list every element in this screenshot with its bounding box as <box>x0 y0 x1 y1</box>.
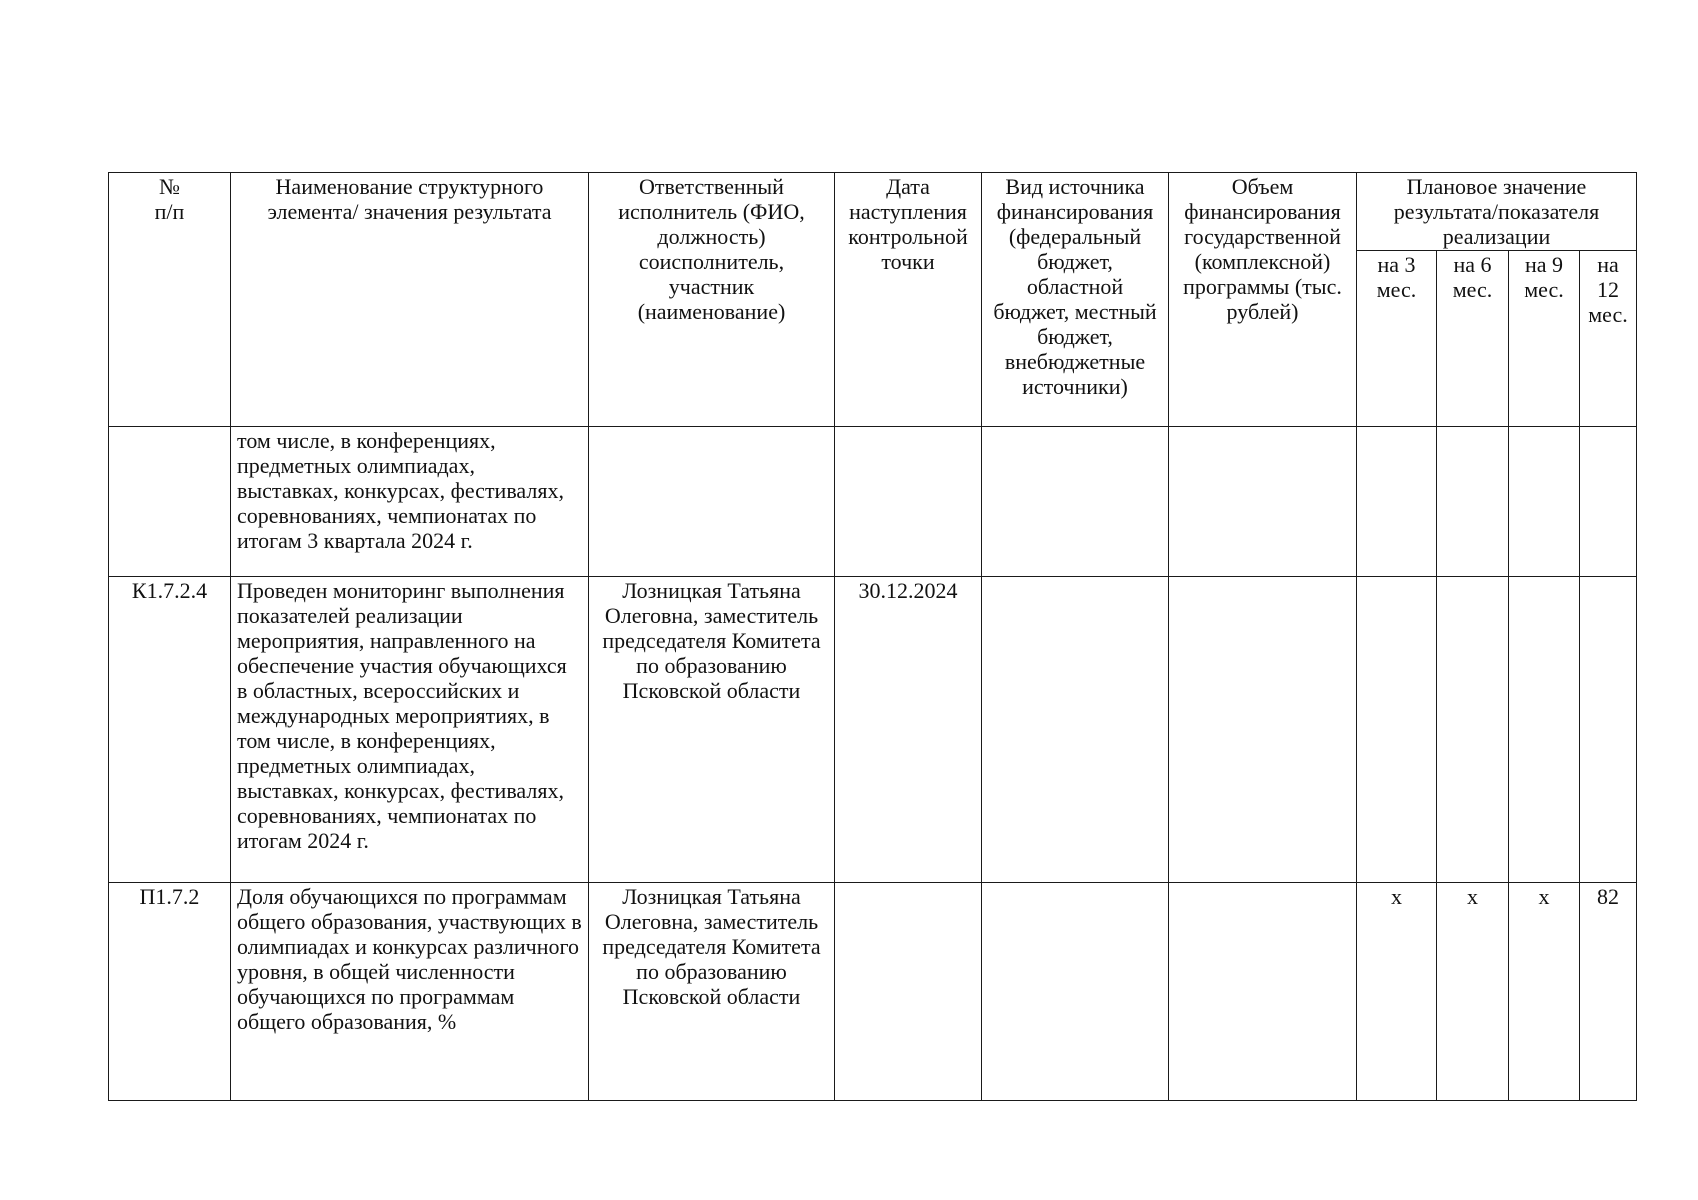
header-m3: на 3 мес. <box>1357 251 1437 427</box>
header-num: № п/п <box>109 173 231 427</box>
cell-date: 30.12.2024 <box>835 577 982 883</box>
cell-name: Доля обучающихся по программам общего образования, участвующих в олимпиадах и конкурсах различного уровня, в общей численности обучающихся по программам общего образования, % <box>231 883 589 1101</box>
cell-m6 <box>1437 577 1509 883</box>
cell-m9 <box>1509 427 1580 577</box>
header-m9: на 9 мес. <box>1509 251 1580 427</box>
cell-m12 <box>1580 577 1637 883</box>
cell-m3 <box>1357 427 1437 577</box>
header-date: Дата наступления контрольной точки <box>835 173 982 427</box>
cell-date <box>835 427 982 577</box>
cell-m6: х <box>1437 883 1509 1101</box>
cell-num: П1.7.2 <box>109 883 231 1101</box>
cell-source <box>982 427 1169 577</box>
header-m12: на 12 мес. <box>1580 251 1637 427</box>
cell-m3 <box>1357 577 1437 883</box>
cell-name: Проведен мониторинг выполнения показателей реализации мероприятия, направленного на обеспечение участия обучающихся в областных, всероссийских и международных мероприятиях, в том числе, в конференциях, предметных олимпиадах, выставках, конкурсах, фестивалях, соревнованиях, чемпионатах по итогам 2024 г. <box>231 577 589 883</box>
cell-m9 <box>1509 577 1580 883</box>
header-volume: Объем финансирования государственной (комплексной) программы (тыс. рублей) <box>1169 173 1357 427</box>
plan-table <box>108 172 1637 1101</box>
cell-m12: 82 <box>1580 883 1637 1101</box>
table-row <box>109 883 1637 1101</box>
cell-source <box>982 883 1169 1101</box>
cell-volume <box>1169 883 1357 1101</box>
table-row <box>109 577 1637 883</box>
cell-name: том числе, в конференциях, предметных олимпиадах, выставках, конкурсах, фестивалях, соревнованиях, чемпионатах по итогам 3 квартала 2024 г. <box>231 427 589 577</box>
cell-responsible: Лозницкая Татьяна Олеговна, заместитель председателя Комитета по образованию Псковской области <box>589 577 835 883</box>
header-responsible: Ответственный исполнитель (ФИО, должность) соисполнитель, участник (наименование) <box>589 173 835 427</box>
cell-m6 <box>1437 427 1509 577</box>
cell-num: К1.7.2.4 <box>109 577 231 883</box>
cell-m12 <box>1580 427 1637 577</box>
header-row <box>109 173 1637 251</box>
header-planned: Плановое значение результата/показателя реализации <box>1357 173 1637 251</box>
cell-volume <box>1169 427 1357 577</box>
header-name: Наименование структурного элемента/ значения результата <box>231 173 589 427</box>
header-source: Вид источника финансирования (федеральный бюджет, областной бюджет, местный бюджет, внебюджетные источники) <box>982 173 1169 427</box>
header-m6: на 6 мес. <box>1437 251 1509 427</box>
cell-responsible <box>589 427 835 577</box>
cell-source <box>982 577 1169 883</box>
table-row <box>109 427 1637 577</box>
cell-m9: х <box>1509 883 1580 1101</box>
cell-responsible: Лозницкая Татьяна Олеговна, заместитель председателя Комитета по образованию Псковской области <box>589 883 835 1101</box>
cell-volume <box>1169 577 1357 883</box>
cell-date <box>835 883 982 1101</box>
cell-num <box>109 427 231 577</box>
cell-m3: х <box>1357 883 1437 1101</box>
